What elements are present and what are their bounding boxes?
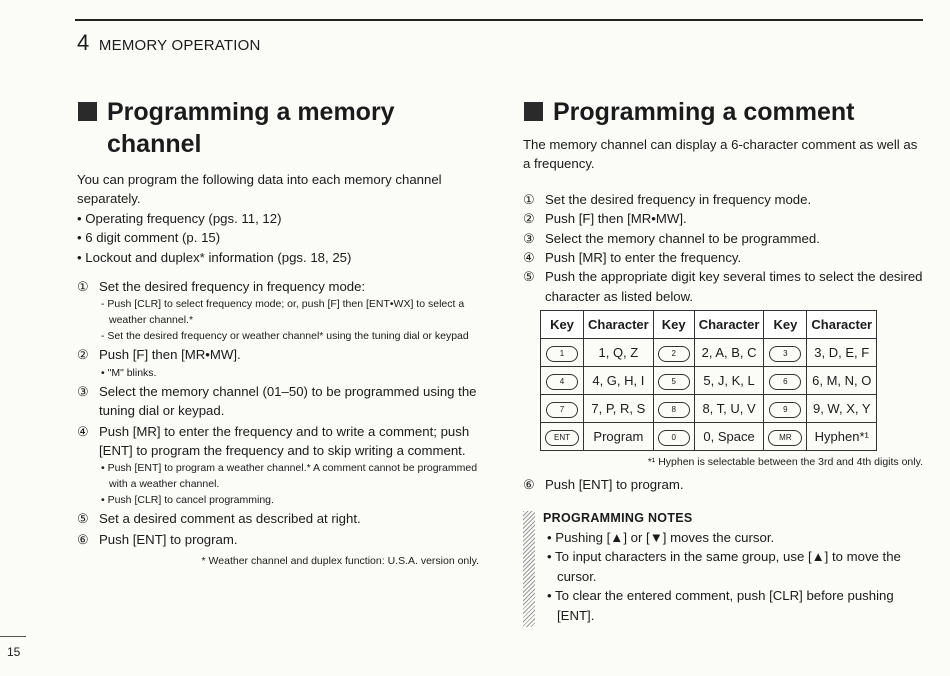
- key-cell: [541, 423, 584, 451]
- key-button-icon: 6: [769, 374, 801, 390]
- step-text: Push [MR] to enter the frequency and to write a comment; push [ENT] to program the frequency and to skip writing a comment.: [99, 423, 470, 459]
- key-cell: [541, 395, 584, 423]
- step-number: ⑤: [77, 511, 89, 527]
- programming-notes: [523, 509, 923, 625]
- key-character-table: [540, 310, 877, 451]
- key-button-icon: 8: [658, 402, 690, 418]
- step-text: Push [ENT] to program.: [99, 531, 238, 547]
- character-cell: 8, T, U, V: [694, 395, 764, 423]
- step-number: ①: [523, 191, 535, 207]
- key-cell: [653, 367, 694, 395]
- key-button-icon: 1: [546, 346, 578, 362]
- key-button-icon: 4: [546, 374, 578, 390]
- page-number-rule: [0, 636, 26, 637]
- step-subnote: • "M" blinks.: [101, 366, 157, 379]
- step-text: Push [F] then [MR•MW].: [545, 211, 687, 227]
- character-cell: 6, M, N, O: [807, 367, 877, 395]
- column-header: Character: [694, 311, 764, 339]
- right-intro: The memory channel can display a 6-character comment as well as a frequency.: [523, 137, 918, 172]
- character-cell: 3, D, E, F: [807, 339, 877, 367]
- key-cell: [541, 339, 584, 367]
- chapter-number: 4: [77, 30, 90, 55]
- heading-square-icon: [524, 102, 543, 121]
- character-cell: Program: [584, 423, 654, 451]
- notes-hatch-decoration: [523, 511, 535, 627]
- character-cell: 7, P, R, S: [584, 395, 654, 423]
- notes-list: [543, 528, 923, 625]
- step-text: Select the memory channel (01–50) to be programmed using the tuning dial or keypad.: [99, 383, 477, 419]
- chapter-header: [77, 30, 260, 56]
- left-heading-line1: Programming a memory: [107, 98, 395, 126]
- step-text: Set the desired frequency in frequency mode:: [99, 279, 366, 295]
- step-number: ②: [77, 347, 89, 363]
- step-number: ④: [77, 423, 89, 439]
- right-step-4: [523, 248, 923, 267]
- step-subnote: • Push [CLR] to cancel programming.: [101, 494, 274, 507]
- key-button-icon: ENT: [545, 430, 579, 446]
- top-rule: [75, 19, 923, 21]
- note-item: • To input characters in the same group, use [▲] to move the cursor.: [547, 549, 901, 584]
- right-step-5: [523, 267, 923, 306]
- step-number: ⑥: [77, 531, 89, 547]
- left-steps: [77, 277, 479, 549]
- table-header-row: [541, 311, 877, 339]
- step-text: Push the appropriate digit key several times to select the desired character as listed below.: [545, 269, 923, 304]
- table-row: [541, 367, 877, 395]
- key-cell: [764, 339, 807, 367]
- right-steps: [523, 190, 923, 306]
- step-number: ⑤: [523, 269, 535, 285]
- left-step-5: [77, 509, 479, 528]
- character-cell: 5, J, K, L: [694, 367, 764, 395]
- column-header: Character: [584, 311, 654, 339]
- bullet-item: • 6 digit comment (p. 15): [77, 230, 221, 246]
- right-step-2: [523, 209, 923, 228]
- step-number: ③: [523, 230, 535, 246]
- character-cell: 4, G, H, I: [584, 367, 654, 395]
- character-cell: 9, W, X, Y: [807, 395, 877, 423]
- column-header: Key: [653, 311, 694, 339]
- table-footnote: *¹ Hyphen is selectable between the 3rd and 4th digits only.: [647, 456, 923, 469]
- column-header: Character: [807, 311, 877, 339]
- page-number: 15: [7, 645, 21, 659]
- notes-title: PROGRAMMING NOTES: [543, 510, 693, 525]
- left-column: [77, 96, 479, 570]
- step-text: Set the desired frequency in frequency mode.: [545, 191, 812, 207]
- left-step-2: [77, 345, 479, 380]
- key-cell: [764, 395, 807, 423]
- right-heading: [523, 96, 923, 128]
- right-step-3: [523, 229, 923, 248]
- key-button-icon: 3: [769, 346, 801, 362]
- right-heading-text: Programming a comment: [553, 98, 855, 126]
- step-number: ④: [523, 250, 535, 266]
- key-cell: [764, 423, 807, 451]
- left-bullets: [77, 209, 479, 267]
- table-row: [541, 339, 877, 367]
- character-cell: 0, Space: [694, 423, 764, 451]
- key-button-icon: 9: [769, 402, 801, 418]
- key-button-icon: 7: [546, 402, 578, 418]
- character-cell: 1, Q, Z: [584, 339, 654, 367]
- step-number: ⑥: [523, 477, 535, 493]
- column-header: Key: [764, 311, 807, 339]
- character-cell: Hyphen*¹: [807, 423, 877, 451]
- key-cell: [764, 367, 807, 395]
- key-cell: [541, 367, 584, 395]
- note-item: • Pushing [▲] or [▼] moves the cursor.: [547, 530, 775, 546]
- bullet-item: • Operating frequency (pgs. 11, 12): [77, 210, 282, 226]
- step-number: ①: [77, 279, 89, 295]
- column-header: Key: [541, 311, 584, 339]
- right-column: [523, 96, 923, 625]
- step-text: Push [F] then [MR•MW].: [99, 347, 241, 363]
- key-cell: [653, 423, 694, 451]
- left-footnote: * Weather channel and duplex function: U.S.A. version only.: [201, 555, 479, 568]
- step-subnote: - Set the desired frequency or weather channel* using the tuning dial or keypad: [101, 330, 469, 343]
- left-heading-line2: channel: [107, 130, 202, 158]
- note-item: • To clear the entered comment, push [CLR] before pushing [ENT].: [547, 588, 894, 623]
- step-text: Push [ENT] to program.: [545, 477, 684, 493]
- step-text: Set a desired comment as described at right.: [99, 511, 361, 527]
- left-step-4: [77, 422, 479, 509]
- key-cell: [653, 395, 694, 423]
- right-step-1: [523, 190, 923, 209]
- left-step-1: [77, 277, 479, 344]
- character-cell: 2, A, B, C: [694, 339, 764, 367]
- step-subnote: - Push [CLR] to select frequency mode; or, push [F] then [ENT•WX] to select a weather channel.*: [101, 298, 465, 327]
- step-text: Select the memory channel to be programmed.: [545, 230, 820, 246]
- key-cell: [653, 339, 694, 367]
- key-button-icon: 5: [658, 374, 690, 390]
- step-number: ②: [523, 211, 535, 227]
- bullet-item: • Lockout and duplex* information (pgs. 18, 25): [77, 249, 352, 265]
- key-button-icon: 2: [658, 346, 690, 362]
- left-step-3: [77, 382, 479, 421]
- table-row: [541, 395, 877, 423]
- right-step-6: [523, 475, 923, 494]
- heading-square-icon: [78, 102, 97, 121]
- chapter-title: MEMORY OPERATION: [98, 37, 261, 54]
- left-heading: [77, 96, 479, 160]
- step-text: Push [MR] to enter the frequency.: [545, 250, 742, 266]
- key-button-icon: 0: [658, 430, 690, 446]
- table-row: [541, 423, 877, 451]
- step-number: ③: [77, 383, 89, 399]
- left-intro: You can program the following data into each memory channel separately.: [77, 172, 442, 207]
- left-step-6: [77, 530, 479, 549]
- step-subnote: • Push [ENT] to program a weather channel.* A comment cannot be programmed with a weather channel.: [101, 462, 478, 491]
- key-button-icon: MR: [768, 430, 802, 446]
